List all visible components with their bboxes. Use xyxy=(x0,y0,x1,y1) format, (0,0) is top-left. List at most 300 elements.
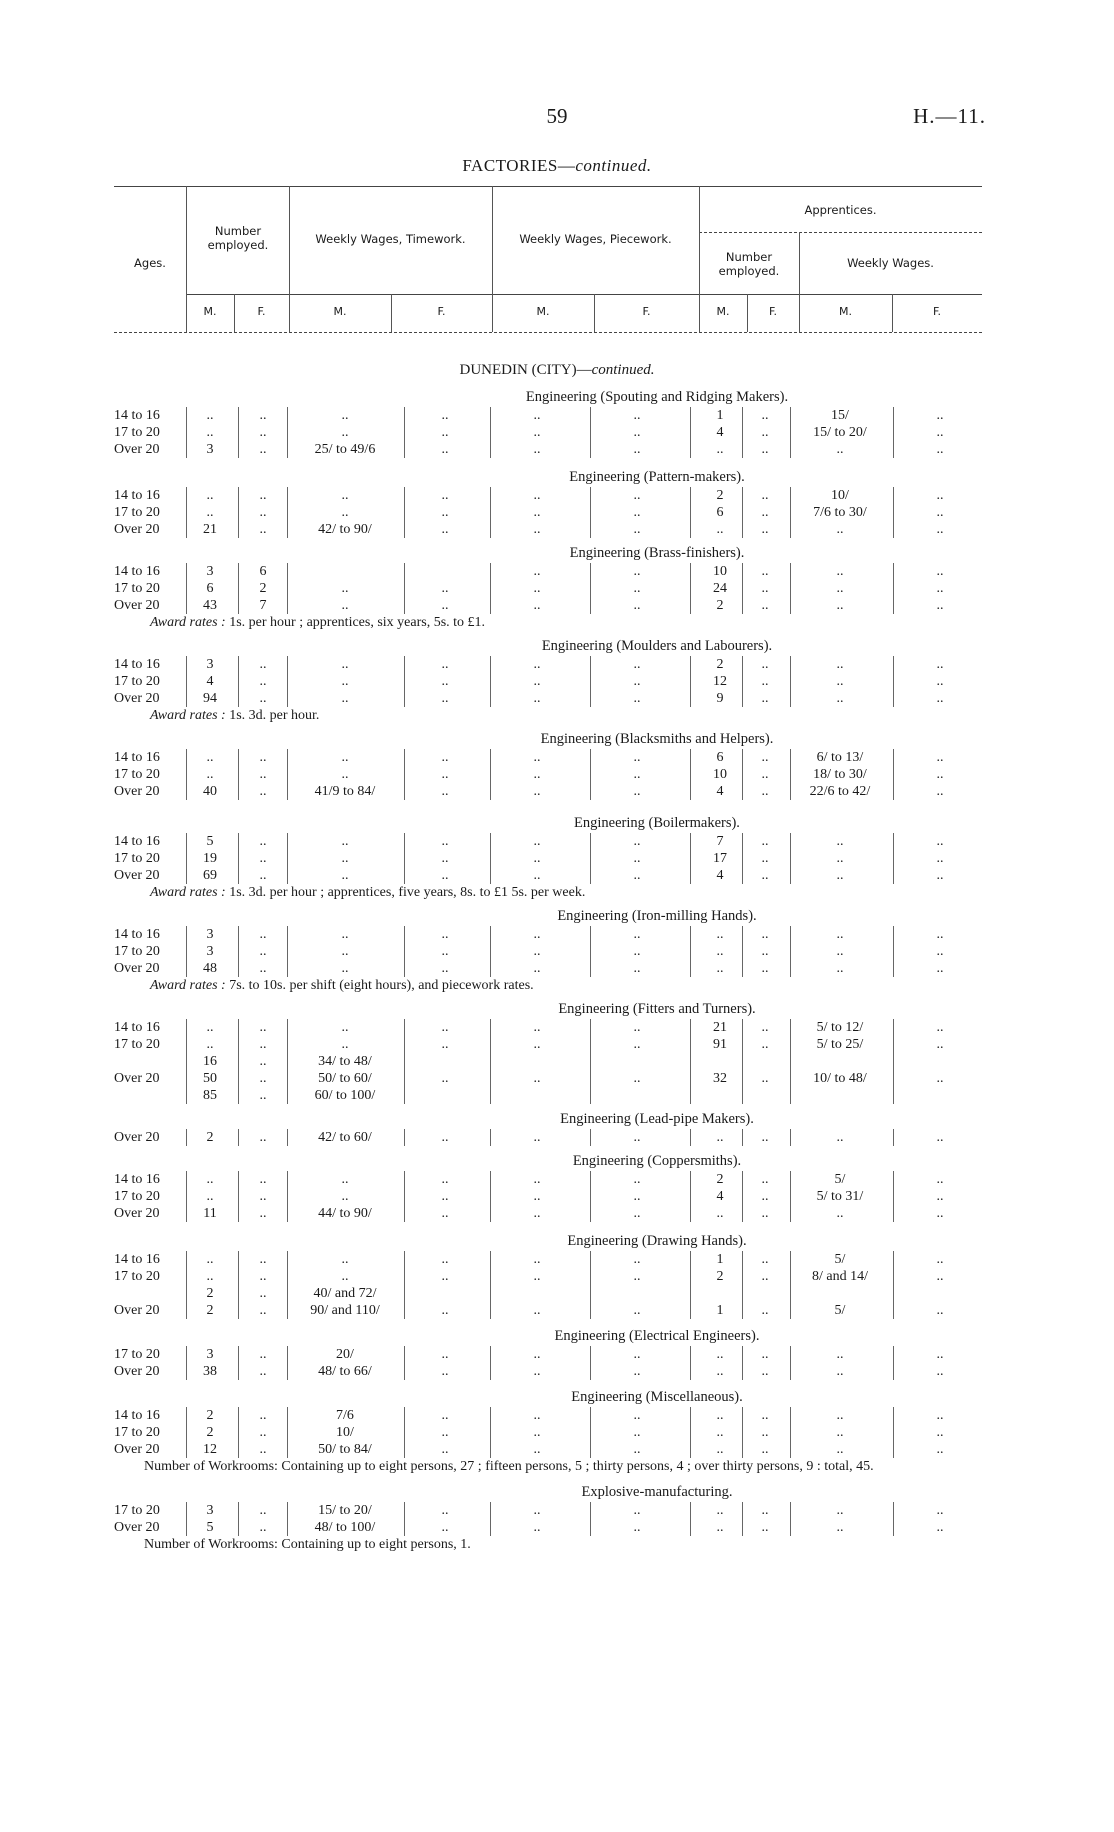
table-row xyxy=(0,749,1114,766)
table-row xyxy=(0,1424,1114,1441)
cell-tf: .. xyxy=(441,1206,449,1221)
column-rule xyxy=(287,563,288,614)
cell-pm: .. xyxy=(533,1252,541,1267)
cell-wm: 5/ xyxy=(834,1172,846,1187)
cell-af: .. xyxy=(761,1408,769,1423)
cell-pf: .. xyxy=(633,1269,641,1284)
cell-m: 38 xyxy=(203,1364,217,1379)
cell-am: 2 xyxy=(716,1172,724,1187)
cell-tf: .. xyxy=(441,1408,449,1423)
column-rule xyxy=(404,833,405,884)
cell-wm: .. xyxy=(836,1520,844,1535)
cell-age: 14 to 16 xyxy=(114,488,160,503)
column-rule xyxy=(186,1251,187,1319)
cell-wm: 5/ xyxy=(834,1252,846,1267)
cell-am: .. xyxy=(716,1442,724,1457)
column-rule xyxy=(590,656,591,707)
cell-pm: .. xyxy=(533,1172,541,1187)
cell-tf: .. xyxy=(441,581,449,596)
cell-am: .. xyxy=(716,1520,724,1535)
cell-tm: 60/ to 100/ xyxy=(314,1088,376,1103)
column-rule xyxy=(404,563,405,614)
cell-pm: .. xyxy=(533,750,541,765)
cell-af: .. xyxy=(761,868,769,883)
cell-m: 50 xyxy=(203,1071,217,1086)
column-rule xyxy=(742,1171,743,1222)
section-rows xyxy=(0,407,1114,458)
column-rule xyxy=(404,487,405,538)
table-row xyxy=(0,1407,1114,1424)
header-m: M. xyxy=(716,305,730,318)
cell-pm: .. xyxy=(533,1520,541,1535)
column-rule xyxy=(690,1407,691,1458)
cell-am: 12 xyxy=(713,674,727,689)
cell-m: .. xyxy=(206,1269,214,1284)
cell-pf: .. xyxy=(633,868,641,883)
cell-wm: 5/ xyxy=(834,1303,846,1318)
cell-m: .. xyxy=(206,750,214,765)
cell-age: Over 20 xyxy=(114,784,160,799)
award-rates-text: 1s. 3d. per hour ; apprentices, five years, 8s. to £1 5s. per week. xyxy=(225,885,586,900)
table-row xyxy=(0,673,1114,690)
section-title: Engineering (Brass-finishers). xyxy=(569,545,745,561)
table-body xyxy=(0,362,1114,1553)
column-rule xyxy=(238,749,239,800)
cell-af: .. xyxy=(761,1425,769,1440)
cell-f: .. xyxy=(259,505,267,520)
cell-m: .. xyxy=(206,505,214,520)
section-rows xyxy=(0,833,1114,884)
column-rule xyxy=(186,407,187,458)
cell-tf: .. xyxy=(441,834,449,849)
column-rule xyxy=(490,926,491,977)
cell-wm: .. xyxy=(836,564,844,579)
title-main: FACTORIES— xyxy=(462,156,576,175)
table-row xyxy=(0,1053,1114,1070)
cell-m: 16 xyxy=(203,1054,217,1069)
column-rule xyxy=(490,833,491,884)
cell-f: .. xyxy=(259,1088,267,1103)
cell-m: 43 xyxy=(203,598,217,613)
cell-age: 14 to 16 xyxy=(114,834,160,849)
cell-pm: .. xyxy=(533,408,541,423)
cell-af: .. xyxy=(761,581,769,596)
column-rule xyxy=(690,1346,691,1380)
cell-tm: .. xyxy=(341,1020,349,1035)
cell-am: 6 xyxy=(716,505,724,520)
cell-pf: .. xyxy=(633,834,641,849)
cell-f: .. xyxy=(259,1442,267,1457)
cell-age: Over 20 xyxy=(114,1130,160,1145)
column-rule xyxy=(287,1407,288,1458)
award-rates-label: Award rates : xyxy=(150,708,226,723)
table-row xyxy=(0,487,1114,504)
table-row xyxy=(0,1129,1114,1146)
column-rule xyxy=(287,656,288,707)
table-header xyxy=(114,186,982,336)
cell-age: 14 to 16 xyxy=(114,750,160,765)
cell-age: 14 to 16 xyxy=(114,1252,160,1267)
cell-am: 1 xyxy=(716,1303,724,1318)
column-rule xyxy=(690,1129,691,1146)
cell-am: 6 xyxy=(716,750,724,765)
award-rates-label: Award rates : xyxy=(150,615,226,630)
column-rule xyxy=(186,1129,187,1146)
cell-tf: .. xyxy=(441,1172,449,1187)
cell-af: .. xyxy=(761,1303,769,1318)
cell-tm: .. xyxy=(341,408,349,423)
workrooms-note: Number of Workrooms: Containing up to eight persons, 1. xyxy=(144,1537,471,1552)
cell-tf: .. xyxy=(441,851,449,866)
table-row xyxy=(0,1188,1114,1205)
cell-tm: 34/ to 48/ xyxy=(318,1054,372,1069)
table-row xyxy=(0,441,1114,458)
cell-am: 9 xyxy=(716,691,724,706)
cell-am: .. xyxy=(716,944,724,959)
column-rule xyxy=(238,656,239,707)
cell-wm: .. xyxy=(836,442,844,457)
cell-age: Over 20 xyxy=(114,691,160,706)
cell-age: 17 to 20 xyxy=(114,944,160,959)
cell-m: .. xyxy=(206,1037,214,1052)
column-rule xyxy=(490,1171,491,1222)
cell-wf: .. xyxy=(936,505,944,520)
cell-af: .. xyxy=(761,1071,769,1086)
cell-pm: .. xyxy=(533,1442,541,1457)
cell-f: 2 xyxy=(259,581,267,596)
cell-f: .. xyxy=(259,1269,267,1284)
cell-am: 10 xyxy=(713,564,727,579)
column-rule xyxy=(590,1019,591,1104)
cell-wm: 10/ xyxy=(831,488,849,503)
cell-pm: .. xyxy=(533,1071,541,1086)
cell-f: .. xyxy=(259,767,267,782)
cell-m: .. xyxy=(206,1252,214,1267)
cell-age: 14 to 16 xyxy=(114,1172,160,1187)
cell-tm: 10/ xyxy=(336,1425,354,1440)
cell-f: .. xyxy=(259,1286,267,1301)
cell-wf: .. xyxy=(936,1408,944,1423)
cell-m: 6 xyxy=(206,581,214,596)
cell-tm: .. xyxy=(341,1037,349,1052)
table-section xyxy=(0,907,1114,994)
cell-tf: .. xyxy=(441,505,449,520)
section-rows xyxy=(0,1251,1114,1319)
column-rule xyxy=(690,749,691,800)
table-row xyxy=(0,597,1114,614)
table-row xyxy=(0,580,1114,597)
header-f: F. xyxy=(768,305,778,318)
cell-pm: .. xyxy=(533,961,541,976)
header-ages: Ages. xyxy=(134,256,166,270)
column-rule xyxy=(742,407,743,458)
cell-tm: .. xyxy=(341,1172,349,1187)
column-rule xyxy=(893,1346,894,1380)
cell-wm: 5/ to 31/ xyxy=(816,1189,864,1204)
award-rates-note xyxy=(0,884,1114,901)
table-row xyxy=(0,1502,1114,1519)
cell-pf: .. xyxy=(633,564,641,579)
cell-pf: .. xyxy=(633,522,641,537)
cell-tf: .. xyxy=(441,425,449,440)
cell-pf: .. xyxy=(633,944,641,959)
cell-am: 2 xyxy=(716,657,724,672)
cell-pm: .. xyxy=(533,1347,541,1362)
section-title: Engineering (Coppersmiths). xyxy=(572,1153,742,1169)
column-rule xyxy=(893,656,894,707)
section-rows xyxy=(0,656,1114,707)
cell-f: .. xyxy=(259,425,267,440)
cell-tf: .. xyxy=(441,691,449,706)
table-row xyxy=(0,690,1114,707)
cell-f: .. xyxy=(259,691,267,706)
cell-m: 4 xyxy=(206,674,214,689)
cell-af: .. xyxy=(761,488,769,503)
cell-f: .. xyxy=(259,1037,267,1052)
cell-pm: .. xyxy=(533,598,541,613)
cell-wf: .. xyxy=(936,408,944,423)
cell-am: 91 xyxy=(713,1037,727,1052)
column-rule xyxy=(287,1129,288,1146)
cell-pf: .. xyxy=(633,851,641,866)
column-rule xyxy=(893,487,894,538)
column-rule xyxy=(790,407,791,458)
cell-age: 17 to 20 xyxy=(114,851,160,866)
section-title: Engineering (Miscellaneous). xyxy=(571,1389,743,1405)
column-rule xyxy=(590,407,591,458)
column-rule xyxy=(490,656,491,707)
column-rule xyxy=(287,926,288,977)
cell-tm: 25/ to 49/6 xyxy=(314,442,376,457)
section-rows xyxy=(0,1171,1114,1222)
column-rule xyxy=(690,487,691,538)
cell-am: 1 xyxy=(716,1252,724,1267)
cell-pm: .. xyxy=(533,1037,541,1052)
column-rule xyxy=(490,1019,491,1104)
cell-age: 17 to 20 xyxy=(114,581,160,596)
cell-wf: .. xyxy=(936,927,944,942)
cell-f: .. xyxy=(259,1303,267,1318)
column-rule xyxy=(790,833,791,884)
cell-tm: .. xyxy=(341,581,349,596)
column-rule xyxy=(590,1407,591,1458)
column-rule xyxy=(893,1129,894,1146)
cell-pm: .. xyxy=(533,691,541,706)
cell-pf: .. xyxy=(633,927,641,942)
cell-f: .. xyxy=(259,674,267,689)
cell-pm: .. xyxy=(533,1364,541,1379)
cell-age: 17 to 20 xyxy=(114,425,160,440)
cell-f: .. xyxy=(259,1425,267,1440)
column-rule xyxy=(287,1502,288,1536)
column-rule xyxy=(790,749,791,800)
cell-pf: .. xyxy=(633,1037,641,1052)
table-row xyxy=(0,867,1114,884)
workrooms-note: Number of Workrooms: Containing up to eight persons, 27 ; fifteen persons, 5 ; thirty persons, 4 ; over thirty persons, 9 : total, 45. xyxy=(144,1459,874,1474)
cell-age: Over 20 xyxy=(114,1071,160,1086)
cell-tm: 48/ to 100/ xyxy=(314,1520,376,1535)
cell-tm: .. xyxy=(341,834,349,849)
cell-age: Over 20 xyxy=(114,1520,160,1535)
cell-f: .. xyxy=(259,834,267,849)
section-rows xyxy=(0,926,1114,977)
cell-pf: .. xyxy=(633,750,641,765)
cell-tf: .. xyxy=(441,767,449,782)
cell-f: .. xyxy=(259,408,267,423)
cell-pm: .. xyxy=(533,1408,541,1423)
cell-f: .. xyxy=(259,1189,267,1204)
cell-af: .. xyxy=(761,767,769,782)
cell-f: .. xyxy=(259,784,267,799)
cell-tf: .. xyxy=(441,598,449,613)
cell-age: 14 to 16 xyxy=(114,1408,160,1423)
cell-tm: .. xyxy=(341,1252,349,1267)
column-rule xyxy=(893,1251,894,1319)
cell-wm: .. xyxy=(836,1425,844,1440)
header-m: M. xyxy=(203,305,217,318)
column-rule xyxy=(404,1019,405,1104)
column-rule xyxy=(590,833,591,884)
header-m: M. xyxy=(333,305,347,318)
column-rule xyxy=(690,833,691,884)
award-rates-text: 1s. 3d. per hour. xyxy=(225,708,320,723)
cell-tf: .. xyxy=(441,408,449,423)
column-rule xyxy=(893,926,894,977)
cell-wm: .. xyxy=(836,522,844,537)
cell-tm: 44/ to 90/ xyxy=(318,1206,372,1221)
table-section xyxy=(0,1388,1114,1475)
table-section xyxy=(0,1000,1114,1104)
cell-f: .. xyxy=(259,750,267,765)
column-rule xyxy=(404,656,405,707)
cell-af: .. xyxy=(761,657,769,672)
cell-tm: .. xyxy=(341,868,349,883)
cell-pf: .. xyxy=(633,425,641,440)
cell-m: 11 xyxy=(203,1206,217,1221)
column-rule xyxy=(186,749,187,800)
cell-f: .. xyxy=(259,1020,267,1035)
cell-m: 3 xyxy=(206,442,214,457)
award-rates-label: Award rates : xyxy=(150,978,226,993)
section-rows xyxy=(0,487,1114,538)
table-section xyxy=(0,1232,1114,1319)
cell-wf: .. xyxy=(936,1020,944,1035)
cell-m: 2 xyxy=(206,1408,214,1423)
cell-m: .. xyxy=(206,1172,214,1187)
cell-wf: .. xyxy=(936,657,944,672)
column-rule xyxy=(590,926,591,977)
cell-pm: .. xyxy=(533,851,541,866)
column-rule xyxy=(742,926,743,977)
cell-f: .. xyxy=(259,1054,267,1069)
cell-tf: .. xyxy=(441,750,449,765)
cell-af: .. xyxy=(761,1252,769,1267)
cell-wm: 10/ to 48/ xyxy=(813,1071,867,1086)
cell-pm: .. xyxy=(533,442,541,457)
table-row xyxy=(0,943,1114,960)
section-title: Engineering (Electrical Engineers). xyxy=(554,1328,760,1344)
cell-tm: .. xyxy=(341,961,349,976)
cell-f: .. xyxy=(259,1071,267,1086)
cell-pf: .. xyxy=(633,598,641,613)
cell-am: 1 xyxy=(716,408,724,423)
cell-tm: .. xyxy=(341,691,349,706)
cell-f: .. xyxy=(259,1347,267,1362)
cell-wf: .. xyxy=(936,834,944,849)
column-rule xyxy=(490,407,491,458)
cell-pf: .. xyxy=(633,674,641,689)
cell-pf: .. xyxy=(633,1364,641,1379)
table-row xyxy=(0,783,1114,800)
award-rates-note xyxy=(0,707,1114,724)
cell-m: 94 xyxy=(203,691,217,706)
cell-pm: .. xyxy=(533,1269,541,1284)
column-rule xyxy=(690,1019,691,1104)
column-rule xyxy=(790,1019,791,1104)
cell-age: 17 to 20 xyxy=(114,1269,160,1284)
section-title: Engineering (Blacksmiths and Helpers). xyxy=(540,731,774,747)
cell-pm: .. xyxy=(533,522,541,537)
column-rule xyxy=(490,749,491,800)
cell-tm: .. xyxy=(341,425,349,440)
column-rule xyxy=(690,656,691,707)
cell-pm: .. xyxy=(533,1130,541,1145)
cell-f: 6 xyxy=(259,564,267,579)
cell-m: 3 xyxy=(206,1503,214,1518)
cell-wm: .. xyxy=(836,1364,844,1379)
cell-age: Over 20 xyxy=(114,1364,160,1379)
cell-af: .. xyxy=(761,1442,769,1457)
column-rule xyxy=(790,1502,791,1536)
cell-m: 2 xyxy=(206,1130,214,1145)
cell-tf: .. xyxy=(441,1037,449,1052)
column-rule xyxy=(790,1346,791,1380)
cell-f: .. xyxy=(259,657,267,672)
cell-pm: .. xyxy=(533,1503,541,1518)
column-rule xyxy=(590,1346,591,1380)
cell-age: 14 to 16 xyxy=(114,927,160,942)
cell-age: 17 to 20 xyxy=(114,1037,160,1052)
cell-wm: 15/ xyxy=(831,408,849,423)
column-rule xyxy=(238,926,239,977)
cell-tf: .. xyxy=(441,944,449,959)
cell-am: .. xyxy=(716,1364,724,1379)
column-rule xyxy=(287,749,288,800)
cell-age: Over 20 xyxy=(114,961,160,976)
cell-tm: 50/ to 84/ xyxy=(318,1442,372,1457)
column-rule xyxy=(742,833,743,884)
column-rule xyxy=(790,1171,791,1222)
cell-m: .. xyxy=(206,425,214,440)
cell-af: .. xyxy=(761,1020,769,1035)
cell-f: .. xyxy=(259,1130,267,1145)
column-rule xyxy=(590,1502,591,1536)
cell-pf: .. xyxy=(633,1503,641,1518)
cell-pf: .. xyxy=(633,1189,641,1204)
section-rows xyxy=(0,749,1114,800)
cell-wf: .. xyxy=(936,1071,944,1086)
cell-tf: .. xyxy=(441,1303,449,1318)
header-bottom-rule xyxy=(114,332,982,333)
cell-am: 4 xyxy=(716,784,724,799)
table-row xyxy=(0,1019,1114,1036)
cell-wf: .. xyxy=(936,564,944,579)
column-rule xyxy=(742,487,743,538)
cell-af: .. xyxy=(761,1520,769,1535)
cell-am: 2 xyxy=(716,598,724,613)
cell-am: 4 xyxy=(716,425,724,440)
column-rule xyxy=(490,563,491,614)
